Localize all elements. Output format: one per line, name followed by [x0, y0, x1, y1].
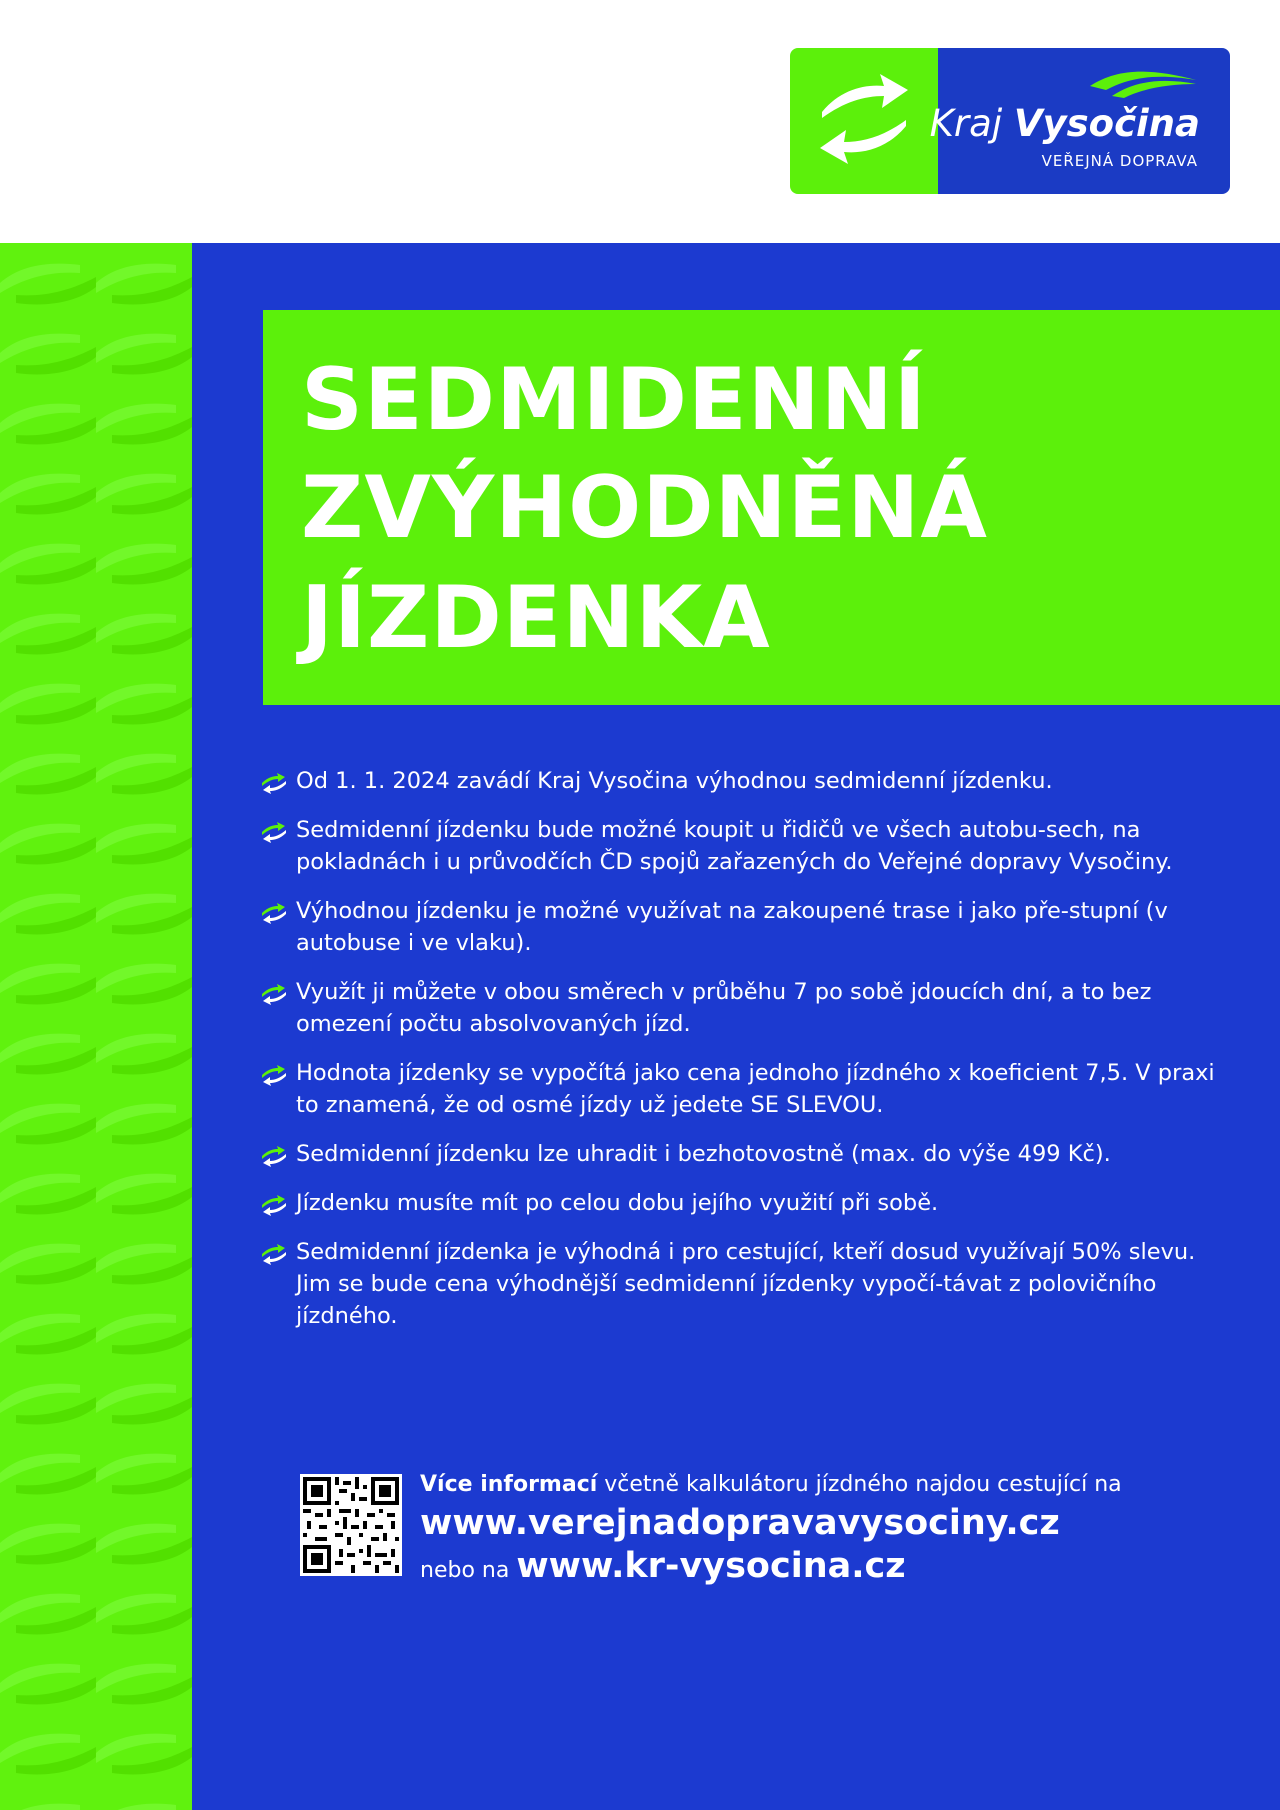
arrow-bullet-icon — [262, 822, 286, 844]
list-item-text: Sedmidenní jízdenku bude možné koupit u řidičů ve všech autobu-sech, na pokladnách i u průvodčích ČD spojů zařazených do Veřejné dopravy Vysočiny. — [296, 817, 1173, 875]
list-item — [262, 1187, 1222, 1219]
list-item — [262, 765, 1222, 797]
list-item — [262, 1138, 1222, 1170]
list-item-text: Využít ji můžete v obou směrech v průběhu 7 po sobě jdoucích dní, a to bez omezení počtu absolvovaných jízd. — [296, 979, 1152, 1037]
brand-region: Vysočina — [1013, 102, 1200, 145]
arrow-bullet-icon — [262, 1146, 286, 1168]
qr-code[interactable] — [300, 1474, 402, 1576]
list-item — [262, 1236, 1222, 1332]
list-item-text: Od 1. 1. 2024 zavádí Kraj Vysočina výhodnou sedmidenní jízdenku. — [296, 768, 1053, 794]
list-item-text: Výhodnou jízdenku je možné využívat na zakoupené trase i jako pře-stupní (v autobuse i ve vlaku). — [296, 898, 1168, 956]
list-item — [262, 895, 1222, 959]
arrow-bullet-icon — [262, 773, 286, 795]
more-info-lead — [420, 1470, 1122, 1500]
double-arrow-icon — [818, 68, 910, 176]
arrow-bullet-icon — [262, 903, 286, 925]
list-item-text: Jízdenku musíte mít po celou dobu jejího využití při sobě. — [296, 1190, 939, 1216]
title-banner — [263, 310, 1280, 705]
arrow-bullet-icon — [262, 1065, 286, 1087]
title-line-3: JÍZDENKA — [301, 568, 771, 668]
list-item — [262, 814, 1222, 878]
decorative-strip — [0, 243, 192, 1810]
list-item — [262, 1057, 1222, 1121]
qr-code-icon — [303, 1477, 399, 1573]
arrow-bullet-icon — [262, 1195, 286, 1217]
website-link-secondary[interactable]: www.kr-vysocina.cz — [516, 1546, 906, 1586]
more-info-text: včetně kalkulátoru jízdného najdou cestující na — [597, 1472, 1122, 1497]
list-item-text: Sedmidenní jízdenku lze uhradit i bezhotovostně (max. do výše 499 Kč). — [296, 1141, 1111, 1167]
website-link-primary[interactable]: www.verejnadopravavysociny.cz — [420, 1503, 1060, 1543]
more-info-alt — [420, 1546, 1122, 1591]
arrow-bullet-icon — [262, 984, 286, 1006]
list-item-text: Hodnota jízdenky se vypočítá jako cena jednoho jízdného x koeficient 7,5. V praxi to znamená, že od osmé jízdy už jedete SE SLEVOU. — [296, 1060, 1215, 1118]
brand-name — [930, 104, 1200, 144]
title-line-1: SEDMIDENNÍ — [301, 350, 927, 450]
arrow-bullet-icon — [262, 1244, 286, 1266]
logo-text-panel — [929, 48, 1230, 194]
logo-icon-panel — [790, 48, 938, 194]
more-info — [420, 1470, 1122, 1591]
brand-subtitle: VEŘEJNÁ DOPRAVA — [1041, 152, 1198, 170]
title-line-2: ZVÝHODNĚNÁ — [301, 458, 988, 558]
list-item — [262, 976, 1222, 1040]
connector-text: nebo na — [420, 1558, 517, 1583]
brand-prefix: Kraj — [929, 102, 1003, 145]
pattern-decoration — [0, 243, 192, 1810]
more-info-label: Více informací — [420, 1472, 598, 1497]
list-item-text: Sedmidenní jízdenka je výhodná i pro cestující, kteří dosud využívají 50% slevu. Jim se bude cena výhodnější sedmidenní jízdenky vypočí-távat z polovičního jízdného. — [296, 1239, 1196, 1329]
info-list — [262, 765, 1222, 1349]
logo — [790, 48, 1230, 194]
swoosh-icon — [1088, 66, 1198, 100]
